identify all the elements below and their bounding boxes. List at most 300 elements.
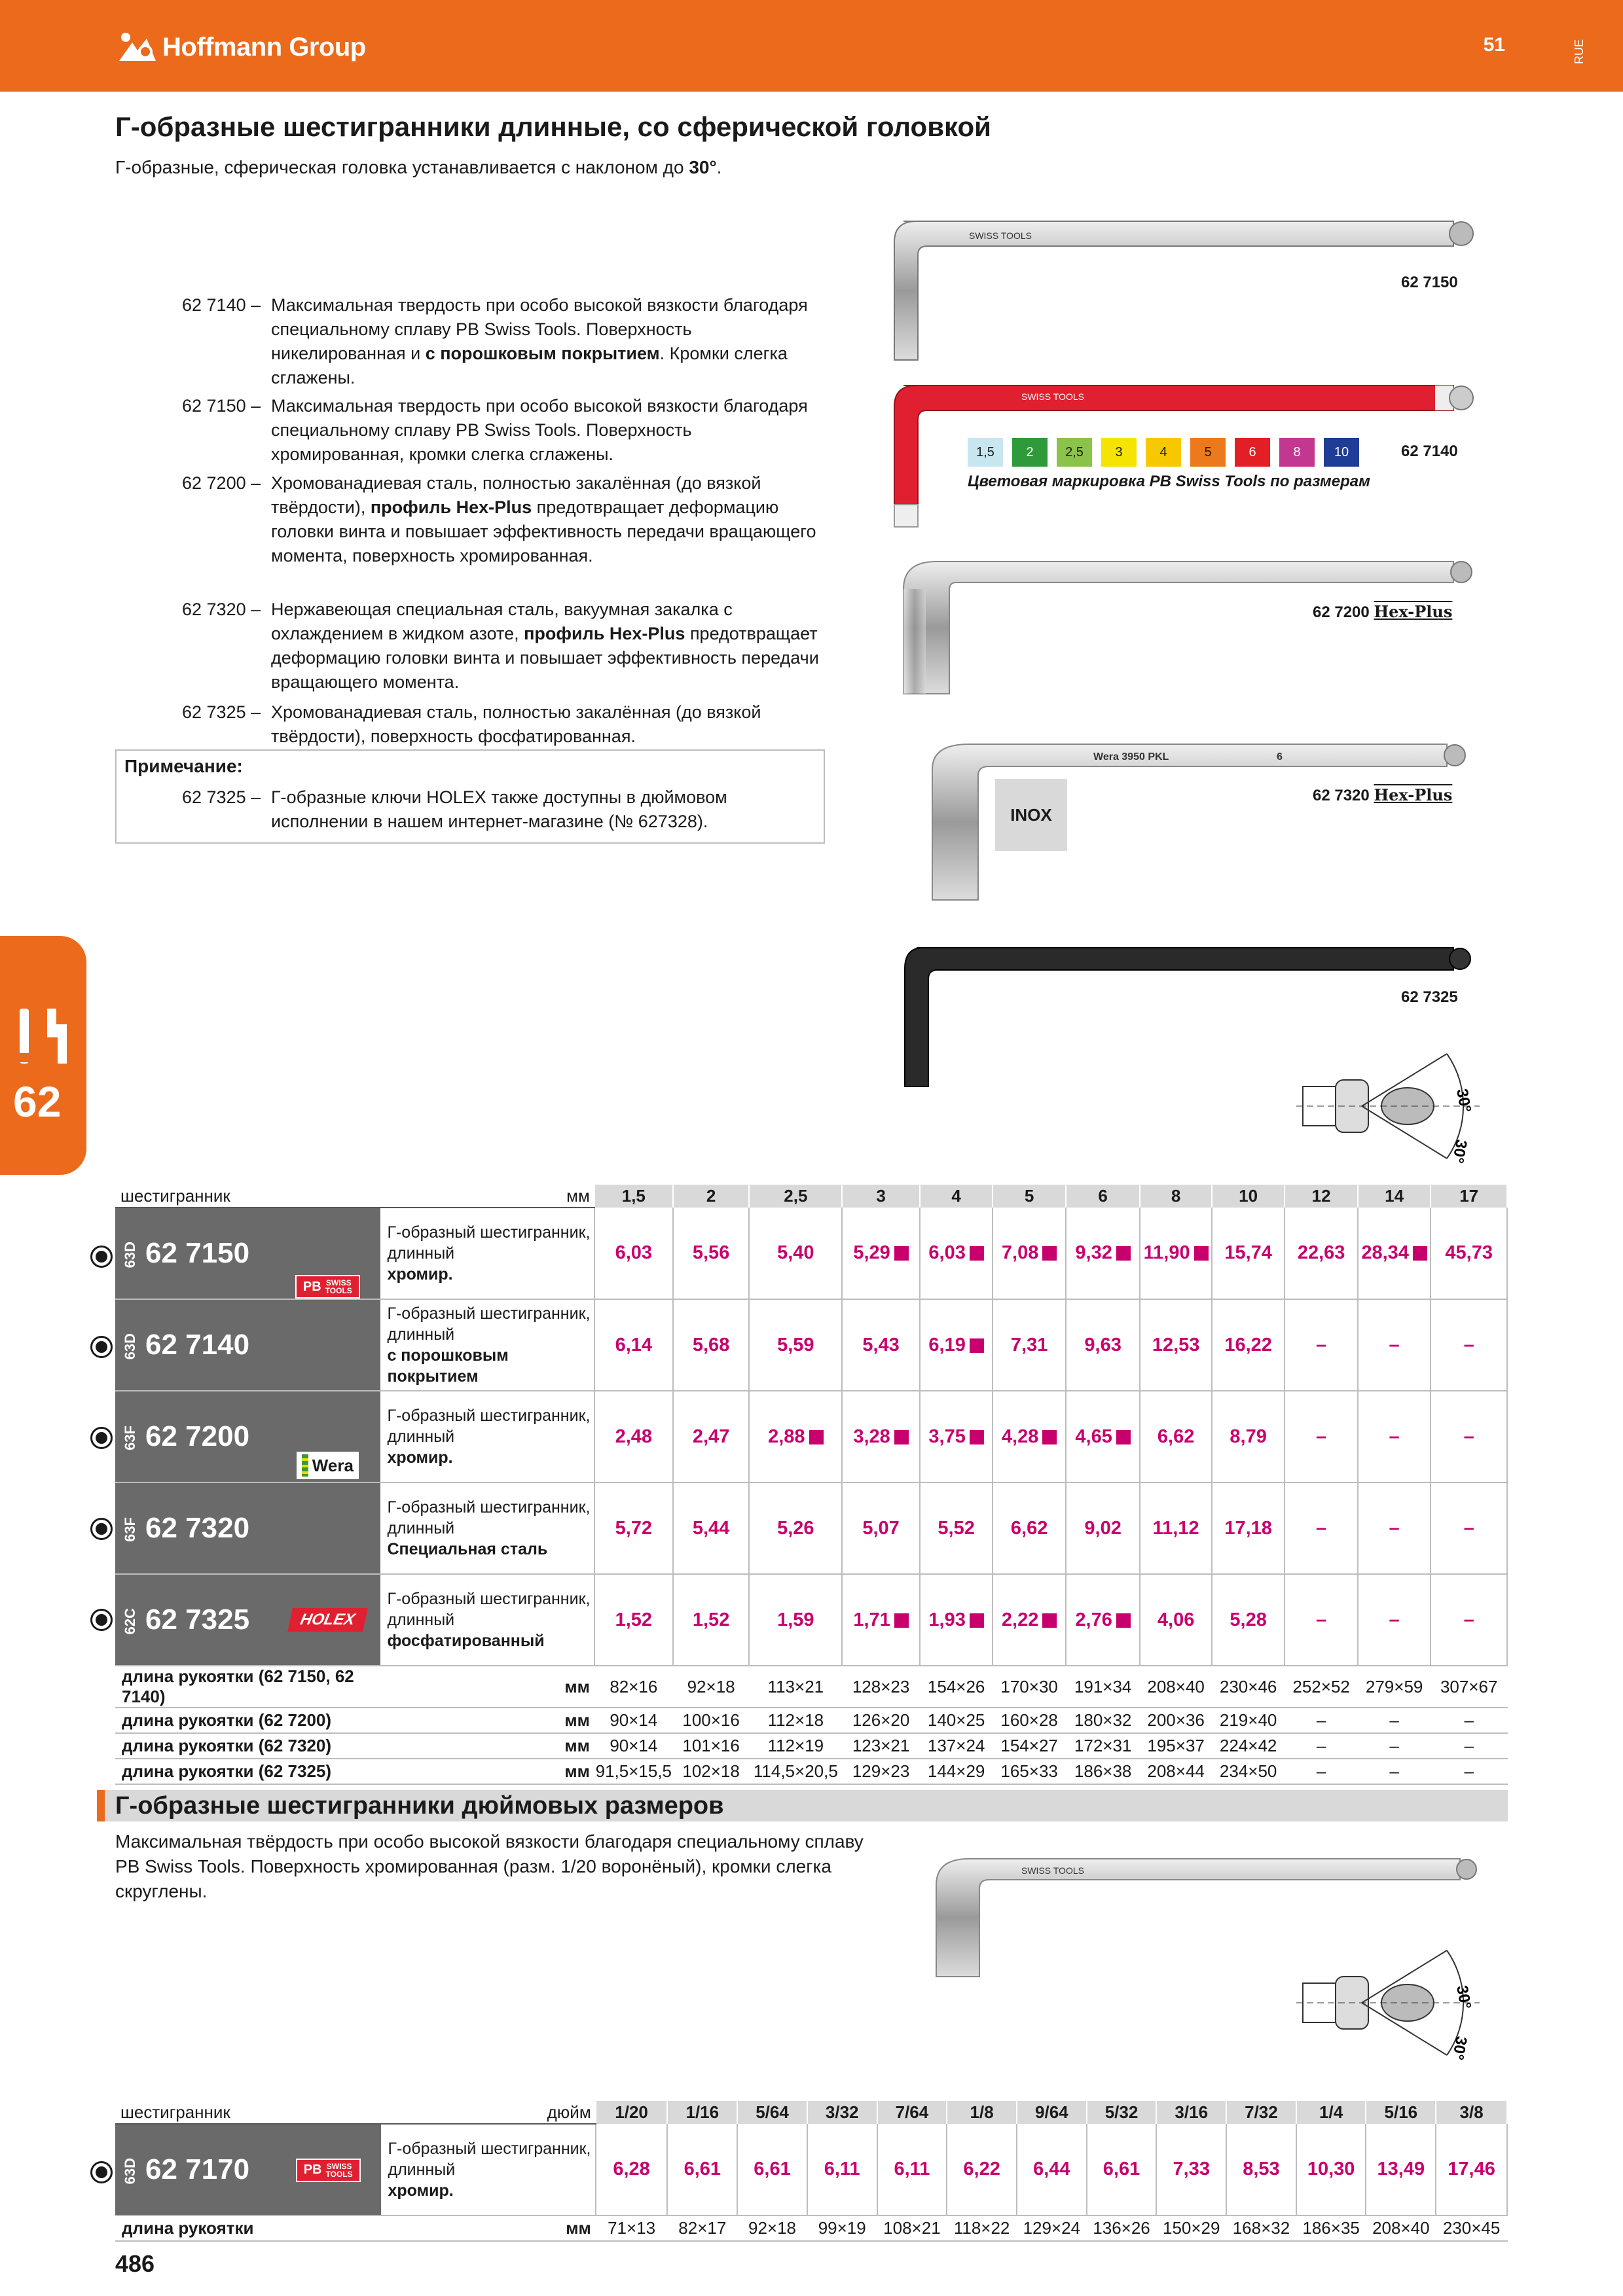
price-cell[interactable] (594, 1574, 673, 1666)
length-value: – (1285, 1708, 1358, 1733)
size-header: 4 (920, 1185, 993, 1208)
locale-code: RUE (1573, 39, 1586, 65)
size-header: 2 (673, 1185, 750, 1208)
price-cell[interactable] (1431, 1299, 1507, 1391)
price-cell[interactable] (594, 1208, 673, 1299)
price-value: 6,61 (684, 2159, 721, 2179)
desc-text: Хромованадиевая сталь, полностью закалённая (до вязкой твёрдости), поверхность фосфатированная. (271, 702, 761, 746)
article-number[interactable] (115, 1208, 274, 1299)
price-cell[interactable] (749, 1482, 842, 1574)
price-value: 1,52 (615, 1609, 653, 1630)
brand-cell (274, 1208, 380, 1299)
length-value: 90×14 (594, 1733, 673, 1759)
desc-line-bold: Специальная сталь (387, 1540, 548, 1558)
length-value: 180×32 (1066, 1708, 1140, 1733)
price-value: 5,07 (862, 1517, 900, 1539)
price-cell[interactable] (1140, 1208, 1211, 1299)
price-value: 5,43 (862, 1334, 900, 1355)
product-row (115, 1391, 1507, 1482)
stock-marker-icon (970, 1246, 984, 1261)
length-value: 172×31 (1066, 1733, 1140, 1759)
color-code-swatch: 3 (1100, 437, 1138, 468)
price-value: 7,08 (1001, 1242, 1039, 1263)
price-cell[interactable] (1066, 1208, 1140, 1299)
price-cell[interactable] (1285, 1482, 1358, 1574)
price-value: 5,26 (777, 1517, 814, 1539)
price-cell[interactable] (993, 1299, 1066, 1391)
size-header: 3/32 (807, 2101, 877, 2124)
product-row (115, 1299, 1507, 1391)
article-code: 62 7200 (145, 1420, 250, 1452)
price-value: 5,28 (1230, 1609, 1267, 1630)
price-value: – (1389, 1517, 1400, 1539)
brand-cell (274, 1482, 380, 1574)
brand-name: Hoffmann Group (162, 32, 366, 62)
header-unit: мм (380, 1185, 594, 1208)
price-cell[interactable] (1212, 1482, 1285, 1574)
hexplus-logo: Hex-Plus (1374, 602, 1453, 621)
brand-cell (274, 1299, 380, 1391)
group-code: 63F (122, 1426, 138, 1451)
desc-line-bold: хромир. (387, 1448, 453, 1467)
brand-logo[interactable] (118, 29, 366, 65)
price-value: 9,32 (1075, 1242, 1112, 1263)
image-label: 62 7150 (1401, 274, 1458, 291)
size-header: 3 (842, 1185, 920, 1208)
price-cell[interactable] (749, 1299, 842, 1391)
price-cell[interactable] (993, 1208, 1066, 1299)
price-cell[interactable] (594, 1482, 673, 1574)
price-cell[interactable] (842, 1482, 920, 1574)
wera-key-text: Wera 3950 PKL (1093, 751, 1169, 762)
price-value: 16,22 (1224, 1334, 1272, 1355)
angle-label: 30° (1453, 1984, 1474, 2011)
inox-badge: INOX (995, 779, 1067, 851)
price-value: 28,34 (1361, 1242, 1409, 1263)
price-cell[interactable] (1140, 1574, 1211, 1666)
price-value: – (1316, 1609, 1327, 1630)
color-code-swatch: 2 (1011, 437, 1049, 468)
page-number-bottom: 486 (115, 2250, 155, 2277)
price-cell[interactable] (737, 2124, 807, 2215)
length-unit: мм (380, 1733, 594, 1759)
color-code-swatch: 5 (1189, 437, 1227, 468)
price-value: 9,02 (1084, 1517, 1122, 1539)
product-row (115, 2124, 1507, 2215)
price-value: 15,74 (1224, 1242, 1272, 1263)
color-code-swatch: 4 (1144, 437, 1182, 468)
size-header: 7/32 (1226, 2101, 1296, 2124)
article-number[interactable] (115, 1574, 274, 1666)
size-header: 7/64 (877, 2101, 947, 2124)
price-cell[interactable] (1431, 1482, 1507, 1574)
price-cell[interactable] (920, 1574, 993, 1666)
section-accent (97, 1790, 105, 1821)
price-cell[interactable] (842, 1299, 920, 1391)
price-value: 3,28 (853, 1426, 890, 1447)
price-value: 9,63 (1084, 1334, 1122, 1355)
price-value: 17,46 (1448, 2159, 1495, 2179)
price-value: 8,53 (1243, 2159, 1280, 2179)
price-cell[interactable] (1212, 1574, 1285, 1666)
product-row (115, 1482, 1507, 1574)
price-value: – (1316, 1426, 1327, 1447)
color-code-legend (966, 437, 1360, 468)
price-cell[interactable] (1066, 1482, 1140, 1574)
note-code: 62 7325 – (182, 787, 261, 807)
price-value: – (1316, 1334, 1327, 1355)
price-value: – (1463, 1334, 1474, 1355)
desc-line-bold: с порошковым покрытием (387, 1346, 509, 1386)
price-cell[interactable] (667, 2124, 737, 2215)
price-cell[interactable] (1358, 1391, 1431, 1482)
price-cell[interactable] (842, 1391, 920, 1482)
stock-marker-icon (970, 1338, 984, 1353)
length-row (115, 2215, 1507, 2241)
price-cell[interactable] (673, 1391, 750, 1482)
price-value: 5,40 (777, 1242, 814, 1263)
section-title: Г-образные шестигранники дюймовых размеров (115, 1792, 724, 1820)
group-code: 63D (122, 1333, 138, 1360)
price-value: 5,59 (777, 1334, 814, 1355)
desc-line: Г-образный шестигранник, (387, 1590, 591, 1608)
length-value: 91,5×15,5 (594, 1759, 673, 1784)
group-code: 63D (122, 2158, 138, 2185)
size-header: 5/32 (1087, 2101, 1157, 2124)
wera-key-size: 6 (1277, 751, 1283, 762)
key-brand-text: SWISS TOOLS (1021, 391, 1084, 402)
order-bullet[interactable] (90, 1427, 113, 1449)
length-unit: мм (380, 1708, 594, 1733)
price-value: 6,03 (928, 1242, 966, 1263)
price-cell[interactable] (596, 2124, 668, 2215)
length-value: 129×23 (842, 1759, 920, 1784)
price-value: – (1463, 1517, 1474, 1539)
article-number[interactable] (115, 1482, 274, 1574)
size-header: 6 (1066, 1185, 1140, 1208)
image-label (1313, 602, 1452, 622)
price-cell[interactable] (1431, 1391, 1507, 1482)
length-unit: мм (380, 1666, 594, 1708)
stock-marker-icon (970, 1430, 984, 1444)
price-value: – (1316, 1517, 1327, 1539)
length-value: 191×34 (1066, 1666, 1140, 1708)
note-text: Г-образные ключи HOLEX также доступны в дюймовом исполнении в нашем интернет-магазине (№ 627328). (271, 787, 727, 831)
page-subtitle (115, 157, 721, 178)
angle-label: 30° (1448, 1138, 1470, 1165)
price-cell[interactable] (749, 1208, 842, 1299)
price-cell[interactable] (1285, 1299, 1358, 1391)
price-cell[interactable] (1087, 2124, 1157, 2215)
price-cell[interactable] (749, 1391, 842, 1482)
article-code: 62 7140 (145, 1329, 250, 1361)
brand-cell (274, 1574, 380, 1666)
price-value: 5,56 (692, 1242, 730, 1263)
article-number[interactable] (115, 2124, 275, 2215)
length-value: 170×30 (993, 1666, 1066, 1708)
price-value: 8,79 (1230, 1426, 1267, 1447)
price-value: 1,59 (777, 1609, 814, 1630)
price-cell[interactable] (1366, 2124, 1436, 2215)
key-brand-text: SWISS TOOLS (1021, 1865, 1084, 1876)
table-header-row (115, 2101, 1507, 2124)
price-cell[interactable] (1212, 1208, 1285, 1299)
order-bullet[interactable] (90, 1336, 113, 1358)
size-header: 5/64 (737, 2101, 807, 2124)
article-code: 62 7325 (145, 1604, 250, 1636)
length-value: 186×35 (1296, 2215, 1366, 2241)
color-code-swatch: 10 (1322, 437, 1360, 468)
stock-marker-icon (1042, 1246, 1057, 1261)
length-value: 136×26 (1087, 2215, 1157, 2241)
size-header: 1/8 (947, 2101, 1017, 2124)
price-cell[interactable] (1285, 1391, 1358, 1482)
length-value: 82×17 (667, 2215, 737, 2241)
article-code: 62 7170 (145, 2153, 250, 2185)
color-code-swatch: 2,5 (1055, 437, 1093, 468)
stock-marker-icon (1116, 1430, 1131, 1444)
product-row (115, 1574, 1507, 1666)
section-description: Максимальная твёрдость при особо высокой вязкости благодаря специальному сплаву PB Swiss Tools. Поверхность хромированная (разм. 1/20 воронёный), кромки слегка скруглены. (115, 1831, 864, 1901)
desc-line: Г-образный шестигранник, (387, 1407, 591, 1425)
product-description (381, 2124, 595, 2215)
price-value: 6,22 (963, 2159, 1000, 2179)
price-value: 6,61 (754, 2159, 791, 2179)
desc-text: предотвращает деформацию головки винта и повышает эффективность передачи вращающего момента, поверхность хромированная. (271, 497, 816, 565)
size-header: 3/8 (1436, 2101, 1507, 2124)
price-cell[interactable] (1431, 1574, 1507, 1666)
length-value: 195×37 (1140, 1733, 1211, 1759)
price-cell[interactable] (1358, 1574, 1431, 1666)
length-value: 230×46 (1212, 1666, 1285, 1708)
price-cell[interactable] (1285, 1208, 1358, 1299)
size-header: 9/64 (1017, 2101, 1087, 2124)
length-value: 90×14 (594, 1708, 673, 1733)
length-value: 123×21 (842, 1733, 920, 1759)
length-value: 154×27 (993, 1733, 1066, 1759)
stock-marker-icon (1042, 1430, 1057, 1444)
price-value: – (1389, 1609, 1400, 1630)
hex-key-image-627150 (864, 216, 1480, 367)
desc-line: длинный (387, 1611, 455, 1629)
article-number[interactable] (115, 1299, 274, 1391)
note-item (182, 785, 824, 834)
description-item (182, 394, 824, 467)
tools-icon (14, 1005, 72, 1067)
hex-key-image-627200 (890, 550, 1480, 700)
size-header: 1/16 (667, 2101, 737, 2124)
price-cell[interactable] (673, 1299, 750, 1391)
length-label: длина рукоятки (62 7150, 62 7140) (115, 1666, 380, 1708)
image-label-code: 62 7320 (1313, 787, 1370, 804)
desc-line: длинный (387, 1427, 455, 1446)
order-bullet[interactable] (90, 1246, 113, 1268)
price-cell[interactable] (1140, 1299, 1211, 1391)
size-header: 1/20 (596, 2101, 668, 2124)
length-value: 129×24 (1017, 2215, 1087, 2241)
price-value: 7,31 (1010, 1334, 1048, 1355)
product-row (115, 1208, 1507, 1299)
price-cell[interactable] (842, 1574, 920, 1666)
price-cell[interactable] (877, 2124, 947, 2215)
length-label: длина рукоятки (115, 2215, 381, 2241)
length-value: 140×25 (920, 1708, 993, 1733)
price-cell[interactable] (1140, 1391, 1211, 1482)
price-value: 13,49 (1377, 2159, 1425, 2179)
subtitle-end: . (716, 157, 722, 177)
length-value: 144×29 (920, 1759, 993, 1784)
price-value: 4,06 (1157, 1609, 1195, 1630)
price-value: 5,44 (692, 1517, 730, 1539)
length-value: 208×40 (1140, 1666, 1211, 1708)
metric-price-table (115, 1185, 1508, 1785)
image-label: 62 7140 (1401, 442, 1458, 460)
product-description (380, 1208, 594, 1299)
table-header-row (115, 1185, 1507, 1208)
price-cell[interactable] (594, 1391, 673, 1482)
header-label: шестигранник (115, 2101, 381, 2124)
length-value: 234×50 (1212, 1759, 1285, 1784)
order-bullet[interactable] (90, 1518, 113, 1540)
price-cell[interactable] (1431, 1208, 1507, 1299)
length-value: – (1431, 1733, 1507, 1759)
length-value: 154×26 (920, 1666, 993, 1708)
length-value: 112×19 (749, 1733, 842, 1759)
price-cell[interactable] (920, 1208, 993, 1299)
length-value: – (1358, 1708, 1431, 1733)
desc-line: длинный (388, 2161, 456, 2179)
price-cell[interactable] (1358, 1299, 1431, 1391)
price-cell[interactable] (947, 2124, 1017, 2215)
color-code-swatch: 6 (1233, 437, 1271, 468)
length-row (115, 1666, 1507, 1708)
desc-text: Хромованадиевая сталь, полностью закалённая (до вязкой твёрдости), (271, 473, 761, 517)
price-value: 6,11 (824, 2159, 860, 2179)
price-cell[interactable] (1285, 1574, 1358, 1666)
length-value: 219×40 (1212, 1708, 1285, 1733)
color-code-caption: Цветовая маркировка PB Swiss Tools по размерам (968, 473, 1370, 490)
price-cell[interactable] (993, 1574, 1066, 1666)
page-title: Г-образные шестигранники длинные, со сферической головкой (115, 111, 991, 142)
price-value: 5,68 (692, 1334, 730, 1355)
price-cell[interactable] (1358, 1482, 1431, 1574)
length-value: 114,5×20,5 (749, 1759, 842, 1784)
price-cell[interactable] (842, 1208, 920, 1299)
length-value: 82×16 (594, 1666, 673, 1708)
order-bullet[interactable] (90, 2161, 113, 2183)
desc-line-bold: хромир. (387, 1265, 453, 1283)
price-value: 2,48 (615, 1426, 653, 1447)
price-cell[interactable] (1212, 1391, 1285, 1482)
price-cell[interactable] (673, 1482, 750, 1574)
price-value: 11,12 (1152, 1517, 1199, 1539)
image-label-code: 62 7200 (1313, 603, 1370, 621)
length-value: 137×24 (920, 1733, 993, 1759)
size-header: 17 (1431, 1185, 1507, 1208)
price-cell[interactable] (807, 2124, 877, 2215)
desc-line-bold: фосфатированный (387, 1632, 545, 1650)
size-header: 5 (993, 1185, 1066, 1208)
stock-marker-icon (970, 1613, 984, 1628)
price-cell[interactable] (1296, 2124, 1366, 2215)
price-cell[interactable] (673, 1574, 750, 1666)
size-header: 12 (1285, 1185, 1358, 1208)
product-description (380, 1482, 594, 1574)
price-value: 1,71 (853, 1609, 890, 1630)
price-cell[interactable] (1156, 2124, 1226, 2215)
page-number-top: 51 (1483, 34, 1505, 56)
description-item (182, 471, 824, 568)
length-value: 112×18 (749, 1708, 842, 1733)
price-value: – (1389, 1334, 1400, 1355)
stock-marker-icon (1194, 1246, 1209, 1261)
desc-code: 62 7200 – (182, 473, 261, 493)
price-cell[interactable] (920, 1391, 993, 1482)
price-cell[interactable] (1066, 1574, 1140, 1666)
article-number[interactable] (115, 1391, 274, 1482)
price-value: 1,52 (692, 1609, 730, 1630)
price-value: 2,88 (768, 1426, 805, 1447)
desc-text: . Кромки слегка сглажены. (271, 344, 788, 387)
price-value: 6,03 (615, 1242, 653, 1263)
size-header: 5/16 (1366, 2101, 1436, 2124)
length-value: 101×16 (673, 1733, 750, 1759)
price-cell[interactable] (920, 1299, 993, 1391)
price-cell[interactable] (1066, 1391, 1140, 1482)
price-value: 17,18 (1224, 1517, 1272, 1539)
price-cell[interactable] (1017, 2124, 1087, 2215)
price-cell[interactable] (1358, 1208, 1431, 1299)
article-code: 62 7150 (145, 1237, 250, 1269)
length-value: 208×40 (1366, 2215, 1436, 2241)
price-cell[interactable] (920, 1482, 993, 1574)
length-value: – (1431, 1759, 1507, 1784)
desc-text: предотвращает деформацию головки винта и повышает эффективность передачи вращающего момента. (271, 624, 819, 692)
desc-code: 62 7325 – (182, 702, 261, 722)
price-cell[interactable] (1436, 2124, 1507, 2215)
length-value: 126×20 (842, 1708, 920, 1733)
hexplus-logo: Hex-Plus (1374, 785, 1453, 804)
price-cell[interactable] (993, 1391, 1066, 1482)
size-header: 1/4 (1296, 2101, 1366, 2124)
length-value: 252×52 (1285, 1666, 1358, 1708)
length-value: 168×32 (1226, 2215, 1296, 2241)
angle-diagram-icon (1296, 1041, 1493, 1172)
length-value: 108×21 (877, 2215, 947, 2241)
price-cell[interactable] (749, 1574, 842, 1666)
desc-line: длинный (387, 1244, 455, 1263)
product-description (380, 1299, 594, 1391)
product-description (380, 1574, 594, 1666)
price-cell[interactable] (673, 1208, 750, 1299)
price-cell[interactable] (1212, 1299, 1285, 1391)
length-value: 128×23 (842, 1666, 920, 1708)
price-value: 6,11 (894, 2159, 930, 2179)
price-cell[interactable] (1140, 1482, 1211, 1574)
price-cell[interactable] (1066, 1299, 1140, 1391)
length-row (115, 1708, 1507, 1733)
price-cell[interactable] (1226, 2124, 1296, 2215)
group-code: 62C (122, 1608, 138, 1635)
price-cell[interactable] (594, 1299, 673, 1391)
size-header: 10 (1212, 1185, 1285, 1208)
group-code: 63D (122, 1242, 138, 1268)
stock-marker-icon (1116, 1613, 1131, 1628)
stock-marker-icon (1042, 1613, 1057, 1628)
price-cell[interactable] (993, 1482, 1066, 1574)
order-bullet[interactable] (90, 1609, 113, 1631)
holex-logo: HOLEX (287, 1608, 367, 1632)
